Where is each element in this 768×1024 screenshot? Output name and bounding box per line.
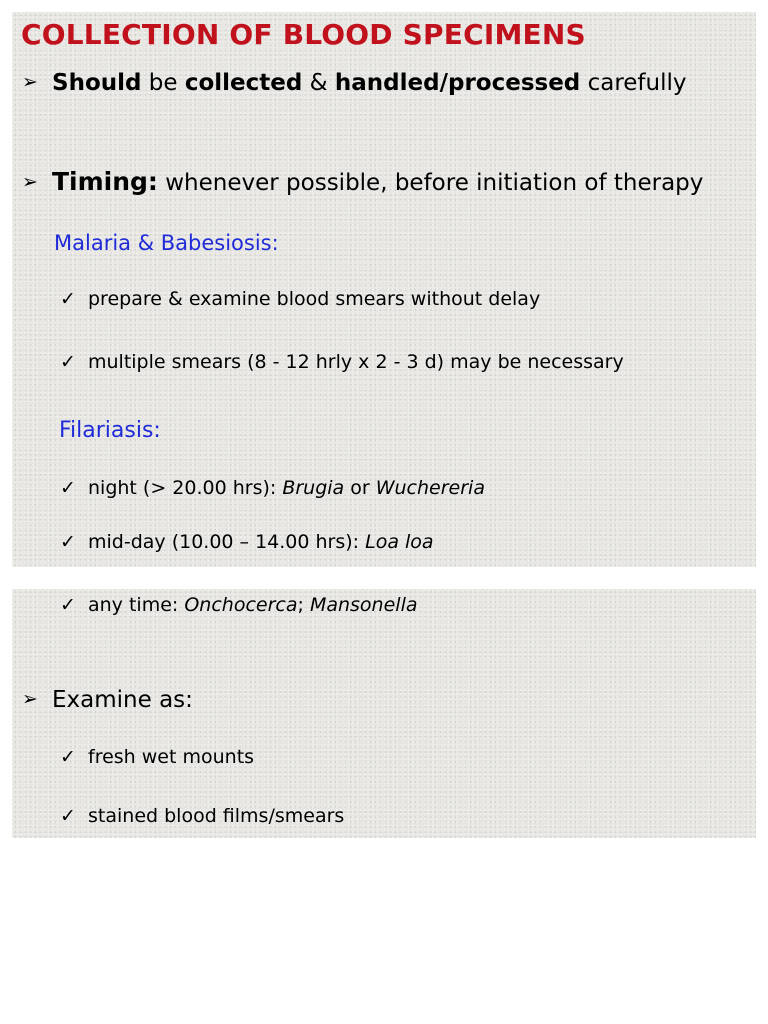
arrow-bullet-icon: ➢ xyxy=(22,171,38,193)
check-icon: ✓ xyxy=(60,477,76,499)
examine-item-text: stained blood films/smears xyxy=(88,805,345,827)
check-icon: ✓ xyxy=(60,805,76,827)
night-prefix: night (> 20.00 hrs): xyxy=(88,477,283,499)
anytime-sep: ; xyxy=(297,594,310,616)
check-icon: ✓ xyxy=(60,594,76,616)
text-should: Should xyxy=(52,70,142,96)
text-be: be xyxy=(141,70,185,96)
genus-loa-loa: Loa loa xyxy=(365,531,434,553)
check-icon: ✓ xyxy=(60,531,76,553)
text-carefully: carefully xyxy=(580,70,687,96)
malaria-item-1 xyxy=(60,288,540,310)
malaria-item-2 xyxy=(60,351,624,373)
filariasis-heading: Filariasis: xyxy=(59,418,161,443)
bullet-timing xyxy=(22,167,703,196)
slide-2 xyxy=(12,589,756,838)
examine-label: Examine as: xyxy=(52,687,193,713)
text-handled-processed: handled/processed xyxy=(334,70,581,96)
genus-wuchereria: Wuchereria xyxy=(375,477,485,499)
timing-text: whenever possible, before initiation of therapy xyxy=(157,170,704,196)
night-or: or xyxy=(344,477,376,499)
text-collected: collected xyxy=(184,70,303,96)
text-and: & xyxy=(302,70,335,96)
examine-item-2 xyxy=(60,805,344,827)
check-icon: ✓ xyxy=(60,288,76,310)
bullet-handling xyxy=(22,70,687,96)
examine-item-1 xyxy=(60,746,254,768)
filariasis-item-night xyxy=(60,477,485,499)
arrow-bullet-icon: ➢ xyxy=(22,71,38,93)
filariasis-item-midday xyxy=(60,531,434,553)
examine-item-text: fresh wet mounts xyxy=(88,746,255,768)
genus-mansonella: Mansonella xyxy=(309,594,418,616)
malaria-item-text: prepare & examine blood smears without delay xyxy=(88,288,541,310)
check-icon: ✓ xyxy=(60,351,76,373)
midday-prefix: mid-day (10.00 – 14.00 hrs): xyxy=(88,531,366,553)
genus-onchocerca: Onchocerca xyxy=(184,594,298,616)
anytime-prefix: any time: xyxy=(88,594,185,616)
malaria-item-text: multiple smears (8 - 12 hrly x 2 - 3 d) may be necessary xyxy=(88,351,624,373)
check-icon: ✓ xyxy=(60,746,76,768)
filariasis-item-anytime xyxy=(60,594,418,616)
bullet-examine xyxy=(22,687,193,713)
timing-label: Timing: xyxy=(52,167,158,196)
malaria-heading: Malaria & Babesiosis: xyxy=(54,231,279,255)
arrow-bullet-icon: ➢ xyxy=(22,688,38,710)
slide-1 xyxy=(12,12,756,567)
slide-title: COLLECTION OF BLOOD SPECIMENS xyxy=(21,18,586,51)
genus-brugia: Brugia xyxy=(282,477,345,499)
